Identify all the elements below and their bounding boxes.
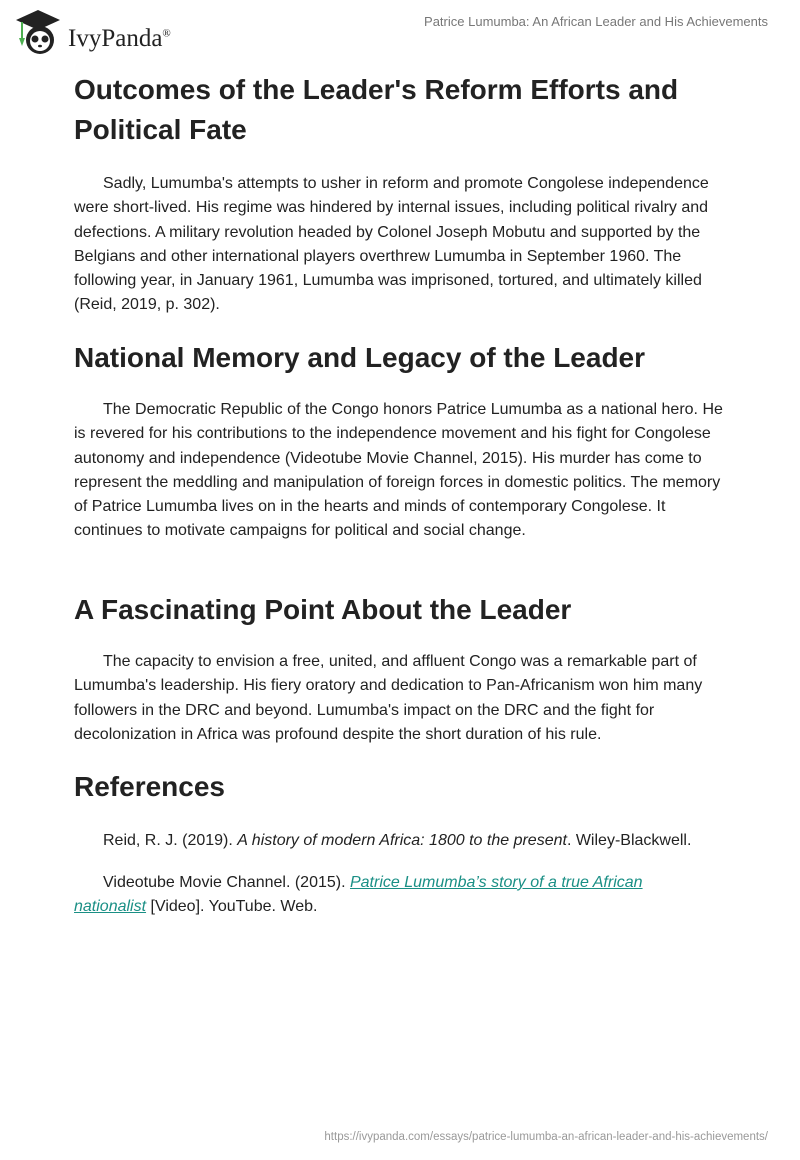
reference-item	[74, 829, 724, 853]
section-heading: National Memory and Legacy of the Leader	[74, 342, 646, 373]
references-heading: References	[74, 771, 225, 802]
section-legacy-body	[74, 398, 724, 544]
reference-author: Videotube Movie Channel. (2015).	[103, 874, 350, 891]
reference-link[interactable]: Patrice Lumumba’s story of a true African nationalist	[74, 874, 643, 916]
reference-publisher: . Wiley-Blackwell.	[566, 832, 692, 849]
logo[interactable]	[14, 8, 171, 56]
document-title: Patrice Lumumba: An African Leader and His Achievements	[424, 14, 768, 29]
reference-item	[74, 871, 694, 920]
section-heading: Outcomes of the Leader's Reform Efforts and Political Fate	[74, 74, 679, 145]
section-fascinating-point-body	[74, 650, 724, 747]
reference-title: A history of modern Africa: 1800 to the present	[237, 832, 567, 849]
section-paragraph: The capacity to envision a free, united, and affluent Congo was a remarkable part of Lumumba's leadership. His fiery oratory and dedication to Pan-Africanism won him many followers in the DRC and beyond. Lumumba's impact on the DRC and the fight for decolonization in Africa was profound despite the short duration of his rule.	[74, 653, 703, 743]
footer-url: https://ivypanda.com/essays/patrice-lumumba-an-african-leader-and-his-achievements/	[324, 1131, 768, 1143]
reference-source: [Video]. YouTube. Web.	[146, 898, 318, 916]
registered-mark: ®	[162, 27, 171, 40]
section-outcomes	[74, 70, 724, 150]
logo-text: IvyPanda	[68, 25, 163, 52]
reference-author: Reid, R. J. (2019).	[103, 832, 238, 849]
section-legacy	[74, 338, 724, 378]
section-paragraph: Sadly, Lumumba's attempts to usher in reform and promote Congolese independence were short-lived. His regime was hindered by internal issues, including political rivalry and defections. A military revolution headed by Colonel Joseph Mobutu and supported by the Belgians and other international players overthrew Lumumba in September 1960. The following year, in January 1961, Lumumba was imprisoned, tortured, and ultimately killed (Reid, 2019, p. 302).	[74, 175, 709, 314]
panda-graduate-icon	[14, 8, 62, 56]
section-fascinating-point	[74, 590, 724, 630]
section-outcomes-body	[74, 172, 724, 318]
references-section	[74, 767, 724, 807]
section-heading: A Fascinating Point About the Leader	[74, 594, 572, 625]
section-paragraph: The Democratic Republic of the Congo honors Patrice Lumumba as a national hero. He is revered for his contributions to the independence movement and his fight for Congolese autonomy and independence (Videotube Movie Channel, 2015). His murder has come to represent the meddling and manipulation of foreign forces in domestic politics. The memory of Patrice Lumumba lives on in the hearts and minds of contemporary Congolese. It continues to motivate campaigns for political and social change.	[74, 401, 723, 540]
